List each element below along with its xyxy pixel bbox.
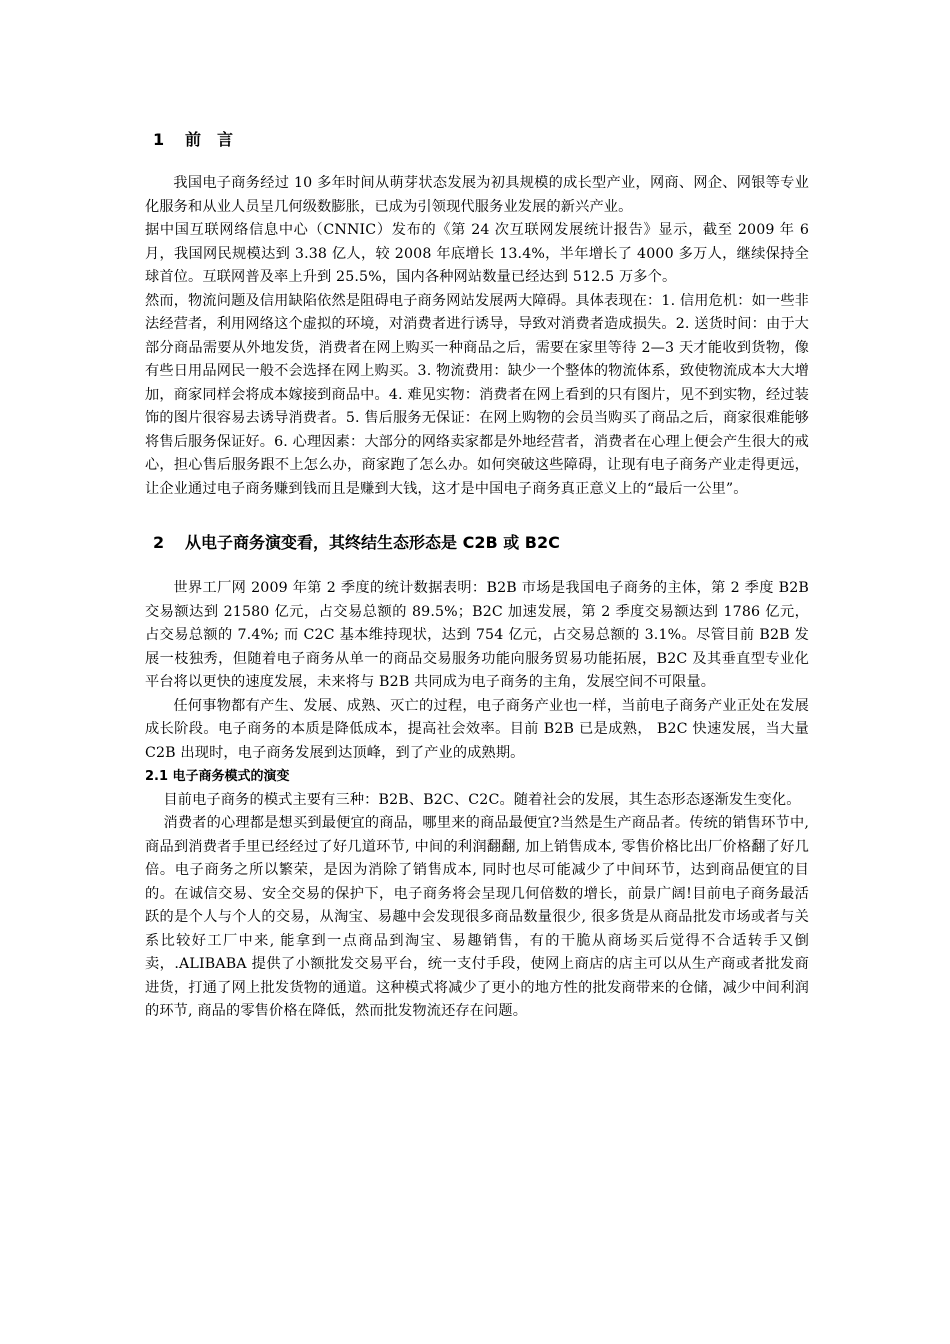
section-2-title: 从电子商务演变看，其终结生态形态是 C2B 或 B2C xyxy=(185,533,560,552)
section-1-paragraph-1: 我国电子商务经过 10 多年时间从萌芽状态发展为初具规模的成长型产业，网商、网企、网银等专业化服务和从业人员呈几何级数膨胀，已成为引领现代服务业发展的新兴产业。 xyxy=(145,175,809,215)
section-1-paragraph-2: 据中国互联网络信息中心（CNNIC）发布的《第 24 次互联网发展统计报告》显示，截至 2009 年 6 月，我国网民规模达到 3.38 亿人，较 2008 年底增长 13.4%，半年增长了 4000 多万人，继续保持全球首位。互联网普及率上升到 25.5%，国内各种网站数量已经达到 512.5 万多个。 xyxy=(145,222,809,285)
section-1-number: 1 xyxy=(153,130,165,149)
section-2-number: 2 xyxy=(153,533,165,552)
subsection-2-1-heading: 2.1 电子商务模式的演变 xyxy=(145,769,290,784)
section-1-title: 前 言 xyxy=(185,130,234,149)
section-2-paragraph-1: 世界工厂网 2009 年第 2 季度的统计数据表明：B2B 市场是我国电子商务的主体，第 2 季度 B2B 交易额达到 21580 亿元，占交易总额的 89.5%；B2C 加速发展，第 2 季度交易额达到 1786 亿元，占交易总额的 7.4%; 而 C2C 基本维持现状，达到 754 亿元，占交易总额的 3.1%。尽管目前 B2B 发展一枝独秀，但随着电子商务从单一的商品交易服务功能向服务贸易功能拓展，B2C 及其垂直型专业化平台将以更快的速度发展，未来将与 B2B 共同成为电子商务的主角，发展空间不可限量。 xyxy=(145,580,809,690)
section-1-heading xyxy=(153,128,809,152)
subsection-2-1-paragraph-2: 消费者的心理都是想买到最便宜的商品，哪里来的商品最便宜?当然是生产商品者。传统的销售环节中, 商品到消费者手里已经经过了好几道环节, 中间的利润翻翻, 加上销售成本, 零售价格比出厂价格翻了好几倍。电子商务之所以繁荣，是因为消除了销售成本, 同时也尽可能减少了中间环节，达到商品便宜的目的。在诚信交易、安全交易的保护下，电子商务将会呈现几何倍数的增长，前景广阔!目前电子商务最活跃的是个人与个人的交易，从淘宝、易趣中会发现很多商品数量很少, 很多货是从商品批发市场或者与关系比较好工厂中来, 能拿到一点商品到淘宝、易趣销售，有的干脆从商场买后觉得不合适转手又倒卖，.ALIBABA 提供了小额批发交易平台，统一支付手段，使网上商店的店主可以从生产商或者批发商进货，打通了网上批发货物的通道。这种模式将减少了更小的地方性的批发商带来的仓储，减少中间利润的环节, 商品的零售价格在降低，然而批发物流还存在问题。 xyxy=(145,815,809,1019)
document-page xyxy=(145,120,809,1024)
section-2-heading xyxy=(153,531,809,555)
subsection-2-1-paragraph-1: 目前电子商务的模式主要有三种：B2B、B2C、C2C。随着社会的发展，其生态形态逐渐发生变化。 xyxy=(163,791,801,808)
section-2-paragraph-2: 任何事物都有产生、发展、成熟、灭亡的过程，电子商务产业也一样，当前电子商务产业正处在发展成长阶段。电子商务的本质是降低成本，提高社会效率。目前 B2B 已是成熟， B2C 快速发展，当大量 C2B 出现时，电子商务发展到达顶峰，到了产业的成熟期。 xyxy=(145,697,809,761)
section-1-paragraph-3: 然而，物流问题及信用缺陷依然是阻碍电子商务网站发展两大障碍。具体表现在：1. 信用危机：如一些非法经营者，利用网络这个虚拟的环境，对消费者进行诱导，导致对消费者造成损失。2. 送货时间：由于大部分商品需要从外地发货，消费者在网上购买一种商品之后，需要在家里等待 2—3 天才能收到货物，像有些日用品网民一般不会选择在网上购买。3. 物流费用：缺少一个整体的物流体系，致使物流成本大大增加，商家同样会将成本嫁接到商品中。4. 难见实物：消费者在网上看到的只有图片，见不到实物，经过装饰的图片很容易去诱导消费者。5. 售后服务无保证：在网上购物的会员当购买了商品之后，商家很难能够将售后服务保证好。6. 心理因素：大部分的网络卖家都是外地经营者，消费者在心理上便会产生很大的戒心，担心售后服务跟不上怎么办，商家跑了怎么办。如何突破这些障碍，让现有电子商务产业走得更远，让企业通过电子商务赚到钱而且是赚到大钱，这才是中国电子商务真正意义上的“最后一公里”。 xyxy=(145,292,809,497)
